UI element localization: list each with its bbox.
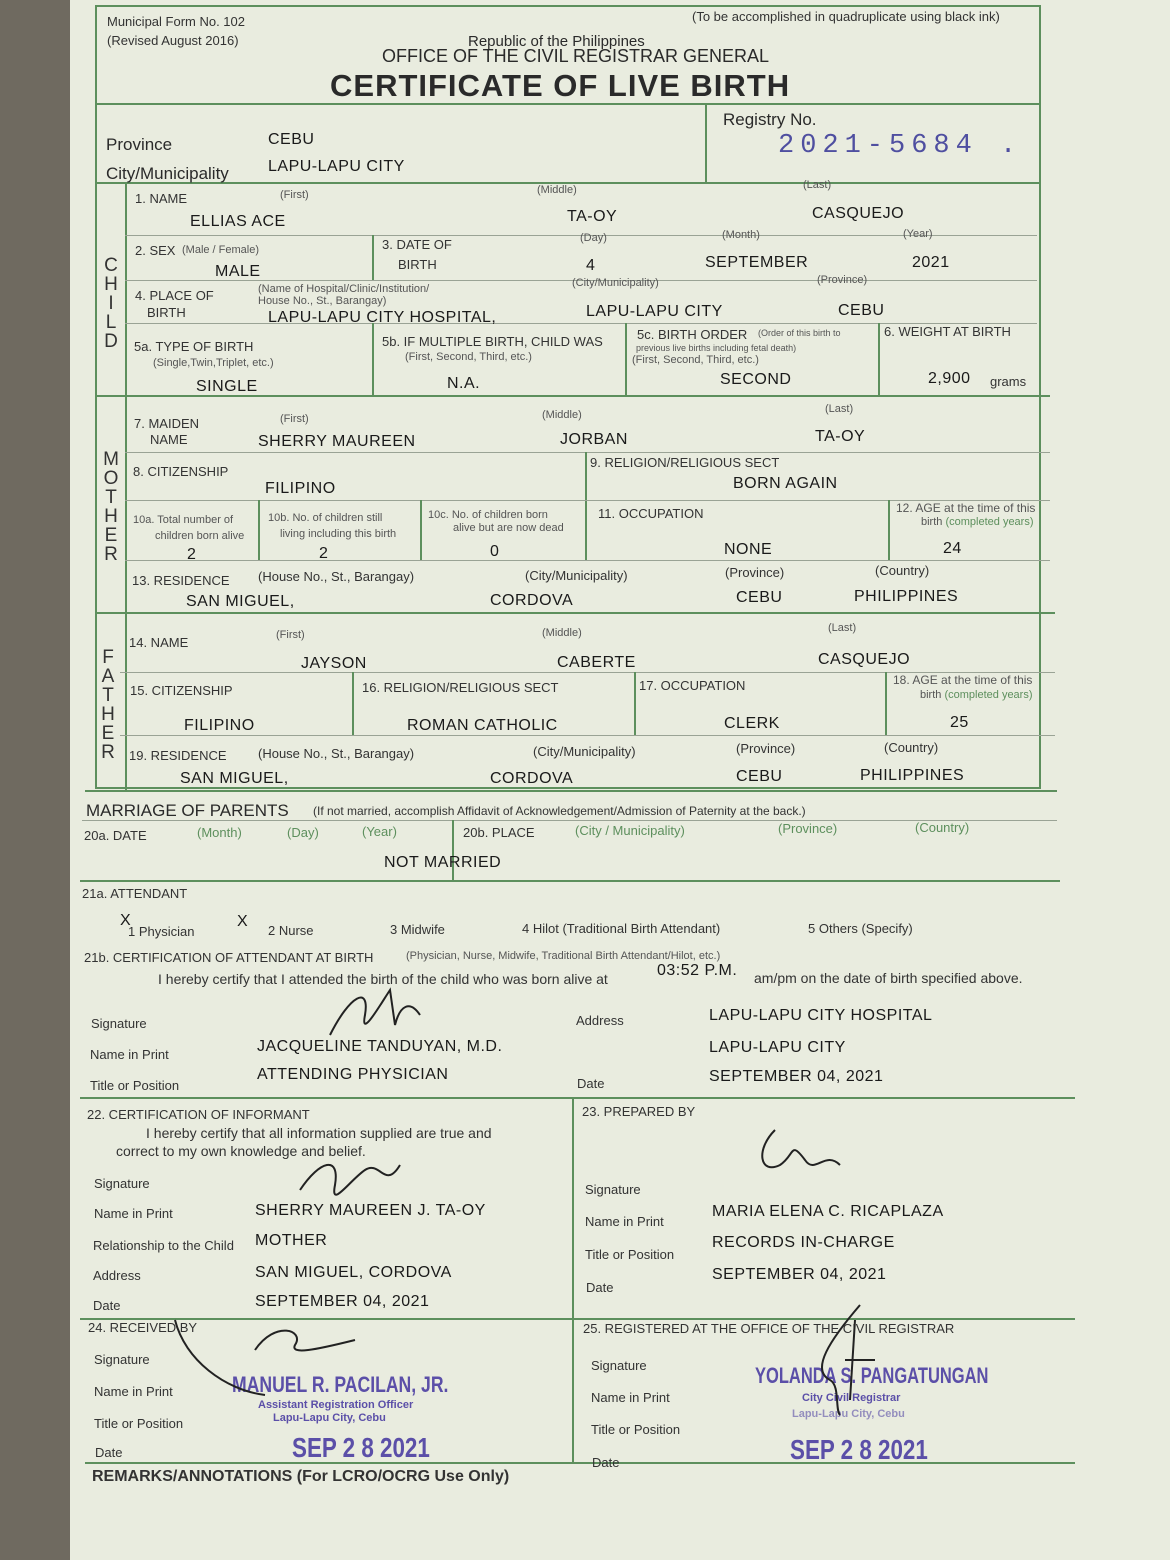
type-label: 5a. TYPE OF BIRTH <box>134 339 254 354</box>
section-mother-label: M O T H E R <box>103 449 119 565</box>
birth-weight: 2,900 <box>928 370 971 387</box>
child-birth-city: LAPU-LAPU CITY <box>586 303 723 320</box>
registry-label: Registry No. <box>723 110 817 129</box>
birth-type: SINGLE <box>196 378 258 395</box>
children-born-alive: 2 <box>187 546 197 563</box>
father-religion-label: 16. RELIGION/RELIGIOUS SECT <box>362 680 559 695</box>
hint-first: (First) <box>276 629 305 641</box>
mother-age: 24 <box>943 540 962 557</box>
mother-name-label-2: NAME <box>150 432 188 447</box>
attendant-mark-1: X <box>120 912 132 929</box>
mother-res-province: CEBU <box>736 589 783 606</box>
dob-label: 3. DATE OF <box>382 237 452 252</box>
attendant-option-hilot: 4 Hilot (Traditional Birth Attendant) <box>522 921 721 936</box>
informant-text-2: correct to my own knowledge and belief. <box>116 1143 366 1159</box>
attendant-title-label: Title or Position <box>90 1078 180 1093</box>
form-number: Municipal Form No. 102 <box>107 14 245 29</box>
birth-time: 03:52 P.M. <box>657 962 738 979</box>
hint-year: (Year) <box>903 228 933 240</box>
children-born-alive-label: 10a. Total number of <box>133 514 234 526</box>
place-hint: (Name of Hospital/Clinic/Institution/ <box>258 283 430 295</box>
father-religion: ROMAN CATHOLIC <box>407 717 558 734</box>
hint-day: (Day) <box>287 825 319 840</box>
father-res-city: CORDOVA <box>490 770 574 787</box>
hint-province: (Province) <box>725 565 785 580</box>
hint-house: (House No., St., Barangay) <box>258 746 415 761</box>
mother-name-label: 7. MAIDEN <box>134 416 200 431</box>
hint-middle: (Middle) <box>542 409 582 421</box>
informant-address-label: Address <box>93 1268 141 1283</box>
registered-name-stamp: YOLANDA S. PANGATUNGAN <box>755 1363 989 1388</box>
attendant-address-2: LAPU-LAPU CITY <box>709 1039 846 1056</box>
children-living: 2 <box>319 545 329 562</box>
attendant-signature <box>310 985 440 1045</box>
father-res-country: PHILIPPINES <box>860 767 965 784</box>
prepared-name: MARIA ELENA C. RICAPLAZA <box>712 1203 944 1220</box>
prepared-title: RECORDS IN-CHARGE <box>712 1234 895 1251</box>
received-signature-label: Signature <box>94 1352 150 1367</box>
child-middle-name: TA-OY <box>567 208 618 225</box>
father-name-label: 14. NAME <box>129 635 189 650</box>
child-first-name: ELLIAS ACE <box>190 213 286 230</box>
father-occupation-label: 17. OCCUPATION <box>639 678 746 693</box>
hint-last: (Last) <box>828 622 857 634</box>
marriage-value: NOT MARRIED <box>384 854 502 871</box>
registered-date-label: Date <box>592 1455 620 1470</box>
office-label: OFFICE OF THE CIVIL REGISTRAR GENERAL <box>382 46 770 66</box>
republic-label: Republic of the Philippines <box>468 33 645 50</box>
informant-relationship: MOTHER <box>255 1232 328 1249</box>
weight-unit: grams <box>990 374 1027 389</box>
type-hint: (Single,Twin,Triplet, etc.) <box>153 357 274 369</box>
informant-text: I hereby certify that all information supplied are true and <box>146 1125 492 1141</box>
attendant-option-nurse: 2 Nurse <box>268 923 314 938</box>
registered-title-stamp: City Civil Registrar <box>802 1392 901 1404</box>
attendant-name: JACQUELINE TANDUYAN, M.D. <box>257 1038 503 1055</box>
attendant-name-label: Name in Print <box>90 1047 169 1062</box>
hint-province: (Province) <box>817 274 868 286</box>
attendant-address-1: LAPU-LAPU CITY HOSPITAL <box>709 1007 933 1024</box>
place-hint-2: House No., St., Barangay) <box>258 295 387 307</box>
registered-title-label: Title or Position <box>591 1422 681 1437</box>
hint-day: (Day) <box>580 232 607 244</box>
hint-province: (Province) <box>778 821 838 836</box>
place-label-2: BIRTH <box>147 305 186 320</box>
order-hint: (Order of this birth to <box>758 328 841 338</box>
mother-last-name: TA-OY <box>815 428 866 445</box>
prepared-signature <box>750 1120 850 1190</box>
attendant-cert-text: I hereby certify that I attended the birth of the child who was born alive at <box>158 971 608 987</box>
received-name-stamp: MANUEL R. PACILAN, JR. <box>232 1372 449 1397</box>
section-father-label: F A T H E R <box>101 647 115 763</box>
received-date-label: Date <box>95 1445 123 1460</box>
registered-label: 25. REGISTERED AT THE OFFICE OF THE CIVIL REGISTRAR <box>583 1321 955 1336</box>
child-sex: MALE <box>215 263 261 280</box>
attendant-label: 21a. ATTENDANT <box>82 886 188 901</box>
father-occupation: CLERK <box>724 715 780 732</box>
remarks-label: REMARKS/ANNOTATIONS (For LCRO/OCRG Use Only) <box>92 1468 510 1485</box>
informant-date: SEPTEMBER 04, 2021 <box>255 1293 430 1310</box>
father-middle-name: CABERTE <box>557 654 636 671</box>
received-label: 24. RECEIVED BY <box>88 1320 198 1335</box>
attendant-option-others: 5 Others (Specify) <box>808 921 913 936</box>
father-residence-label: 19. RESIDENCE <box>129 748 227 763</box>
registered-signature <box>800 1300 880 1420</box>
mother-res-house: SAN MIGUEL, <box>186 593 295 610</box>
father-citizenship-label: 15. CITIZENSHIP <box>130 683 233 698</box>
attendant-cert-label: 21b. CERTIFICATION OF ATTENDANT AT BIRTH <box>84 950 374 965</box>
prepared-name-label: Name in Print <box>585 1214 664 1229</box>
mother-occupation: NONE <box>724 541 773 558</box>
age-hint: (completed years) <box>944 689 1033 701</box>
father-last-name: CASQUEJO <box>818 651 911 668</box>
children-born-alive-label-2: children born alive <box>155 530 245 542</box>
father-age-label-2 <box>920 689 1033 701</box>
prepared-title-label: Title or Position <box>585 1247 675 1262</box>
child-birth-year: 2021 <box>912 254 950 271</box>
prepared-date: SEPTEMBER 04, 2021 <box>712 1266 887 1283</box>
father-age: 25 <box>950 714 969 731</box>
age-label-birth: birth <box>921 516 943 528</box>
page-title: CERTIFICATE OF LIVE BIRTH <box>330 68 791 103</box>
informant-label: 22. CERTIFICATION OF INFORMANT <box>87 1107 310 1122</box>
marriage-date-label: 20a. DATE <box>84 828 147 843</box>
attendant-signature-label: Signature <box>91 1016 147 1031</box>
mother-res-city: CORDOVA <box>490 592 574 609</box>
child-birth-province: CEBU <box>838 302 885 319</box>
hint-house: (House No., St., Barangay) <box>258 569 415 584</box>
attendant-title: ATTENDING PHYSICIAN <box>257 1066 449 1083</box>
dob-label-2: BIRTH <box>398 257 437 272</box>
children-living-label-2: living including this birth <box>280 528 397 540</box>
registry-number: 2021-5684 . <box>778 131 1023 161</box>
hint-first: (First) <box>280 189 309 201</box>
attendant-cert-hint: (Physician, Nurse, Midwife, Traditional Birth Attendant/Hilot, etc.) <box>406 950 721 962</box>
attendant-mark-2: X <box>237 913 249 930</box>
sex-hint: (Male / Female) <box>182 244 260 256</box>
mother-occupation-label: 11. OCCUPATION <box>598 506 704 521</box>
mother-middle-name: JORBAN <box>560 431 628 448</box>
received-title-stamp: Assistant Registration Officer <box>258 1399 414 1411</box>
city-value: LAPU-LAPU CITY <box>268 158 405 175</box>
informant-address: SAN MIGUEL, CORDOVA <box>255 1264 452 1281</box>
father-citizenship: FILIPINO <box>184 717 255 734</box>
children-living-label: 10b. No. of children still <box>268 512 383 524</box>
registered-date-stamp: SEP 2 8 2021 <box>790 1434 928 1465</box>
hint-city: (City/Municipality) <box>572 277 659 289</box>
sex-label: 2. SEX <box>135 243 176 258</box>
received-signature <box>165 1310 365 1400</box>
hint-month: (Month) <box>722 229 760 241</box>
attendant-option-physician: 1 Physician <box>128 924 195 939</box>
attendant-address-label: Address <box>576 1013 624 1028</box>
informant-relationship-label: Relationship to the Child <box>93 1238 234 1253</box>
hint-city: (City/Municipality) <box>525 568 628 583</box>
mother-res-country: PHILIPPINES <box>854 588 959 605</box>
attendant-cert-text-2: am/pm on the date of birth specified above. <box>754 970 1023 986</box>
mother-residence-label: 13. RESIDENCE <box>132 573 230 588</box>
hint-country: (Country) <box>884 740 939 755</box>
registered-title-stamp-2: Lapu-Lapu City, Cebu <box>792 1408 905 1420</box>
mother-religion-label: 9. RELIGION/RELIGIOUS SECT <box>590 455 780 470</box>
father-first-name: JAYSON <box>301 655 367 672</box>
section-child-label: C H I L D <box>104 255 118 352</box>
registered-name-label: Name in Print <box>591 1390 670 1405</box>
received-title-label: Title or Position <box>94 1416 184 1431</box>
hint-city: (City / Municipality) <box>575 823 685 838</box>
children-dead: 0 <box>490 543 500 560</box>
form-instruction: (To be accomplished in quadruplicate using black ink) <box>692 9 1000 24</box>
hint-first: (First) <box>280 413 309 425</box>
multiple-hint: (First, Second, Third, etc.) <box>405 351 532 363</box>
province-value: CEBU <box>268 131 315 148</box>
hint-year: (Year) <box>362 824 397 839</box>
city-label: City/Municipality <box>106 164 229 183</box>
informant-name-label: Name in Print <box>94 1206 173 1221</box>
place-label: 4. PLACE OF <box>135 288 214 303</box>
received-date-stamp: SEP 2 8 2021 <box>292 1432 430 1463</box>
prepared-label: 23. PREPARED BY <box>582 1104 696 1119</box>
children-dead-label: 10c. No. of children born <box>428 509 548 521</box>
order-hint-3: (First, Second, Third, etc.) <box>632 354 759 366</box>
mother-first-name: SHERRY MAUREEN <box>258 433 416 450</box>
marriage-note: (If not married, accomplish Affidavit of Acknowledgement/Admission of Paternity at the back.) <box>313 804 806 818</box>
hint-province: (Province) <box>736 741 796 756</box>
informant-name: SHERRY MAUREEN J. TA-OY <box>255 1202 486 1219</box>
age-label-birth: birth <box>920 689 942 701</box>
hint-middle: (Middle) <box>542 627 582 639</box>
marriage-title: MARRIAGE OF PARENTS <box>86 801 289 820</box>
attendant-date: SEPTEMBER 04, 2021 <box>709 1068 884 1085</box>
hint-last: (Last) <box>825 403 854 415</box>
prepared-date-label: Date <box>586 1280 614 1295</box>
hint-city: (City/Municipality) <box>533 744 636 759</box>
received-title-stamp-2: Lapu-Lapu City, Cebu <box>273 1412 386 1424</box>
mother-citizenship-label: 8. CITIZENSHIP <box>133 464 229 479</box>
multiple-birth: N.A. <box>447 375 481 392</box>
registered-signature-label: Signature <box>591 1358 647 1373</box>
form-revision: (Revised August 2016) <box>107 33 239 48</box>
hint-country: (Country) <box>875 563 930 578</box>
informant-signature-label: Signature <box>94 1176 150 1191</box>
province-label: Province <box>106 135 173 154</box>
child-birth-place: LAPU-LAPU CITY HOSPITAL, <box>268 309 497 326</box>
mother-citizenship: FILIPINO <box>265 480 336 497</box>
birth-order: SECOND <box>720 371 792 388</box>
informant-signature <box>290 1150 410 1220</box>
attendant-option-midwife: 3 Midwife <box>390 922 445 937</box>
child-name-label: 1. NAME <box>135 191 188 206</box>
mother-age-label: 12. AGE at the time of this <box>896 501 1036 515</box>
mother-religion: BORN AGAIN <box>733 475 838 492</box>
mother-age-label-2 <box>921 516 1034 528</box>
child-birth-day: 4 <box>586 257 596 274</box>
child-birth-month: SEPTEMBER <box>705 254 809 271</box>
father-res-house: SAN MIGUEL, <box>180 770 289 787</box>
marriage-place-label: 20b. PLACE <box>463 825 535 840</box>
child-last-name: CASQUEJO <box>812 205 905 222</box>
father-res-province: CEBU <box>736 768 783 785</box>
order-label: 5c. BIRTH ORDER <box>637 327 748 342</box>
multiple-label: 5b. IF MULTIPLE BIRTH, CHILD WAS <box>382 334 603 349</box>
informant-date-label: Date <box>93 1298 121 1313</box>
hint-country: (Country) <box>915 820 970 835</box>
father-age-label: 18. AGE at the time of this <box>893 673 1033 687</box>
received-name-label: Name in Print <box>94 1384 173 1399</box>
weight-label: 6. WEIGHT AT BIRTH <box>884 324 1011 339</box>
attendant-date-label: Date <box>577 1076 605 1091</box>
prepared-signature-label: Signature <box>585 1182 641 1197</box>
order-hint-2: previous live births including fetal death) <box>636 343 797 353</box>
age-hint: (completed years) <box>945 516 1034 528</box>
hint-month: (Month) <box>197 825 242 840</box>
children-dead-label-2: alive but are now dead <box>453 522 564 534</box>
hint-middle: (Middle) <box>537 184 577 196</box>
hint-last: (Last) <box>803 179 832 191</box>
